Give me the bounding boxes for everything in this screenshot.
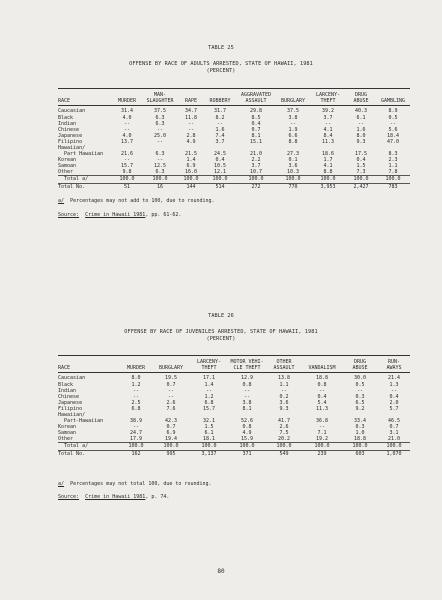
table-cell: 9.2 (355, 405, 365, 412)
table-cell: 0.7 (251, 126, 261, 133)
table-row (58, 176, 410, 183)
table-cell: 0.4 (389, 393, 399, 400)
table-cell: 21.0 (378, 436, 410, 443)
table-cell: 6.1 (356, 114, 366, 121)
column-header-top: LARCENY- (315, 92, 341, 98)
table-cell: 6.9 (166, 430, 176, 437)
table-cell: 1,070 (386, 450, 402, 457)
footnote-text: Percentages may not total 100, due to rounding. (70, 481, 212, 487)
table-26-label: TABLE 26 (208, 313, 234, 319)
row-label: Chinese (58, 393, 80, 400)
table-25-header-bottom (58, 98, 410, 106)
table-cell: 39.2 (321, 108, 335, 115)
table-cell: 770 (288, 183, 298, 190)
table-cell: 19.5 (164, 375, 178, 382)
table-cell: 1.2 (131, 381, 141, 388)
table-cell: 0.5 (355, 381, 365, 388)
table-cell: 6.8 (131, 405, 141, 412)
column-header: ASSAULT (266, 365, 302, 373)
table-cell: 27.3 (286, 151, 300, 158)
table-cell: 1.4 (186, 157, 196, 164)
table-cell: 100.0 (228, 443, 266, 450)
table-cell: 6.8 (204, 399, 214, 406)
table-cell: 0.4 (317, 393, 327, 400)
table-cell: 100.0 (236, 176, 276, 183)
table-cell: 0.4 (356, 157, 366, 164)
table-cell: -- (123, 120, 131, 127)
source-title: Crime in Hawaii 1981 (85, 212, 146, 218)
table-cell: -- (216, 120, 224, 127)
table-cell: 100.0 (190, 443, 228, 450)
table-cell: 549 (279, 450, 289, 457)
table-cell: 13.7 (120, 138, 134, 145)
table-cell: 6.5 (355, 399, 365, 406)
table-cell: 4.1 (323, 163, 333, 170)
table-cell: 13.8 (277, 375, 291, 382)
table-cell: 9.3 (356, 138, 366, 145)
table-26 (58, 355, 410, 457)
table-cell: 3.7 (251, 163, 261, 170)
table-cell: 1.7 (323, 157, 333, 164)
table-cell: 100.0 (310, 176, 346, 183)
column-header: BURGLARY (276, 98, 310, 106)
table-cell: 2,427 (353, 183, 369, 190)
table-cell: 16.0 (178, 169, 204, 176)
table-row (58, 373, 410, 382)
table-26-body (58, 373, 410, 457)
table-cell: -- (167, 387, 175, 394)
source-pages: , p. 74. (145, 494, 170, 500)
table-cell: 6.6 (288, 132, 298, 139)
table-cell: 1.3 (389, 381, 399, 388)
source-title: Crime in Hawaii 1981 (85, 494, 146, 500)
table-cell: 6.3 (155, 151, 165, 158)
table-cell: 37.5 (153, 108, 167, 115)
row-label: Hawaiian/ (58, 144, 86, 151)
table-cell: -- (289, 120, 297, 127)
table-cell: 15.1 (249, 138, 263, 145)
table-cell: -- (324, 120, 332, 127)
table-cell: 7.6 (166, 405, 176, 412)
table-cell: 31.4 (120, 108, 134, 115)
table-25-body (58, 106, 410, 190)
table-cell: 1.0 (355, 430, 365, 437)
column-header: RACE (58, 98, 112, 106)
footnote-marker: a/ (58, 198, 65, 204)
table-cell: 17.5 (354, 151, 368, 158)
row-label: Japanese (58, 399, 83, 406)
column-header: ABUSE (342, 365, 378, 373)
row-label: Part-Hawaiian (58, 418, 104, 425)
row-label: Filipino (58, 405, 83, 412)
column-header: SLAUGHTER (142, 98, 178, 106)
table-cell: 2.6 (279, 424, 289, 431)
row-label: Samoan (58, 163, 77, 170)
row-label: Filipino (58, 138, 83, 145)
table-cell: 15.7 (202, 405, 216, 412)
row-label: Indian (58, 387, 77, 394)
table-cell: 3.1 (389, 430, 399, 437)
table-cell: 8.0 (356, 132, 366, 139)
table-cell: 2.3 (388, 157, 398, 164)
table-cell: 144 (186, 183, 196, 190)
row-label: Japanese (58, 132, 83, 139)
table-cell: 37.5 (286, 108, 300, 115)
table-cell: 18.1 (190, 436, 228, 443)
table-cell: -- (357, 120, 365, 127)
table-cell: 2.5 (131, 399, 141, 406)
table-cell: 3.6 (288, 163, 298, 170)
table-cell: 3.8 (288, 114, 298, 121)
table-cell: -- (205, 387, 213, 394)
table-cell: 100.0 (346, 176, 376, 183)
table-cell: 2.2 (251, 157, 261, 164)
column-header: THEFT (310, 98, 346, 106)
table-cell: 30.0 (353, 375, 367, 382)
table-cell: 24.5 (213, 151, 227, 158)
table-cell: 24.7 (129, 430, 143, 437)
table-cell: 100.0 (142, 176, 178, 183)
table-cell: 11.8 (184, 114, 198, 121)
table-cell: 5.6 (388, 126, 398, 133)
table-cell: 6.3 (142, 169, 178, 176)
table-cell: 8.4 (323, 132, 333, 139)
table-cell: 12.5 (153, 163, 167, 170)
table-cell: 272 (251, 183, 261, 190)
table-cell: -- (187, 126, 195, 133)
column-header: AWAYS (378, 365, 410, 373)
table-cell: 100.0 (112, 176, 142, 183)
table-25-header (58, 89, 410, 106)
table-cell: 0.3 (355, 424, 365, 431)
table-cell: 10.5 (213, 163, 227, 170)
table-cell: 8.9 (388, 108, 398, 115)
column-header-top: MOTOR VEHI- (230, 359, 264, 365)
source-label: Source: (58, 494, 80, 500)
table-cell: 16 (156, 183, 164, 190)
table-cell: 0.1 (288, 157, 298, 164)
table-26-source (58, 494, 169, 500)
table-25-subtitle: (PERCENT) (206, 68, 236, 74)
table-cell: 1.9 (288, 126, 298, 133)
table-cell: 34.7 (184, 108, 198, 115)
table-cell: 100.0 (276, 176, 310, 183)
table-cell: 0.5 (388, 114, 398, 121)
row-label: Black (58, 114, 74, 121)
table-cell: 0.8 (317, 381, 327, 388)
table-cell: 1.1 (279, 381, 289, 388)
table-cell: 162 (131, 450, 141, 457)
table-cell: 8.1 (251, 132, 261, 139)
table-cell: 371 (242, 450, 252, 457)
table-cell: 3,137 (201, 450, 217, 457)
table-cell: 7.3 (346, 169, 376, 176)
table-cell: 29.8 (249, 108, 263, 115)
table-cell: 11.3 (315, 405, 329, 412)
row-label: Korean (58, 157, 77, 164)
row-label: Chinese (58, 126, 80, 133)
table-cell: 0.4 (251, 120, 261, 127)
table-cell: 51 (123, 183, 131, 190)
table-cell: 1.2 (204, 393, 214, 400)
table-cell: 239 (317, 450, 327, 457)
table-cell: 0.2 (279, 393, 289, 400)
column-header: RAPE (178, 98, 204, 106)
table-26-footnote (58, 481, 212, 487)
table-cell: 0.8 (242, 424, 252, 431)
table-cell: 20.2 (266, 436, 302, 443)
column-header-top: AGGRAVATED (240, 92, 272, 98)
table-cell: -- (389, 120, 397, 127)
table-cell: -- (156, 138, 164, 145)
table-cell: 1.6 (356, 126, 366, 133)
table-cell: 12.1 (204, 169, 236, 176)
table-cell: -- (318, 424, 326, 431)
table-cell: 3.8 (242, 399, 252, 406)
table-cell: 4.0 (122, 132, 132, 139)
table-cell: 8.8 (310, 169, 346, 176)
table-cell: 3.7 (323, 114, 333, 121)
table-cell: 6.3 (155, 114, 165, 121)
column-header: CLE THEFT (228, 365, 266, 373)
table-cell: 6.1 (204, 430, 214, 437)
row-label: Indian (58, 120, 77, 127)
table-row (58, 106, 410, 115)
table-cell: 19.2 (302, 436, 342, 443)
table-cell: 21.4 (387, 375, 401, 382)
table-cell: 17.1 (202, 375, 216, 382)
table-cell: 19.4 (152, 436, 190, 443)
table-cell: 2.8 (186, 132, 196, 139)
table-cell: 4.1 (323, 126, 333, 133)
table-cell: 5.4 (317, 399, 327, 406)
table-cell: 36.8 (315, 418, 329, 425)
table-cell: 100.0 (204, 176, 236, 183)
table-cell: 0.4 (215, 157, 225, 164)
column-header-top: LARCENY- (196, 359, 222, 365)
table-cell: 2.0 (389, 399, 399, 406)
table-cell: 0.8 (242, 381, 252, 388)
table-cell: 0.3 (355, 393, 365, 400)
table-cell: -- (318, 387, 326, 394)
table-cell: -- (123, 157, 131, 164)
table-cell: 514 (215, 183, 225, 190)
column-header-top: DRUG (353, 359, 367, 365)
table-cell: 52.6 (240, 418, 254, 425)
table-25-footnote (58, 198, 215, 204)
table-cell: 100.0 (302, 443, 342, 450)
column-header: RACE (58, 365, 120, 373)
table-row (58, 450, 410, 457)
table-cell: 603 (355, 450, 365, 457)
table-cell: 18.4 (386, 132, 400, 139)
table-cell: 18.8 (342, 436, 378, 443)
table-cell: 100.0 (342, 443, 378, 450)
table-row (58, 443, 410, 450)
table-cell: 3,953 (320, 183, 336, 190)
table-cell: 18.8 (315, 375, 329, 382)
row-label: Total a/ (58, 176, 112, 183)
table-cell: 46.5 (387, 418, 401, 425)
table-cell: 47.0 (386, 138, 400, 145)
footnote-marker: a/ (58, 481, 65, 487)
column-header-top: RUN- (387, 359, 401, 365)
row-label: Other (58, 436, 120, 443)
table-cell: 100.0 (152, 443, 190, 450)
table-cell: 2.6 (166, 399, 176, 406)
table-cell: 40.3 (354, 108, 368, 115)
table-cell: 3.6 (279, 399, 289, 406)
table-26-header (58, 356, 410, 373)
table-26-title: OFFENSE BY RACE OF JUVENILES ARRESTED, STATE OF HAWAII, 1981 (124, 329, 318, 335)
row-label: Samoan (58, 430, 77, 437)
table-26-header-bottom (58, 365, 410, 373)
column-header: THEFT (190, 365, 228, 373)
column-header: VANDALISM (302, 365, 342, 373)
column-header: GAMBLING (376, 98, 410, 106)
table-cell: 8.2 (215, 114, 225, 121)
column-header: ASSAULT (236, 98, 276, 106)
page-number: 80 (217, 568, 225, 575)
table-cell: 32.1 (202, 418, 216, 425)
table-cell: 7.1 (317, 430, 327, 437)
table-cell: 21.0 (249, 151, 263, 158)
table-cell: 100.0 (178, 176, 204, 183)
table-25-label: TABLE 25 (208, 45, 234, 51)
column-header: MURDER (112, 98, 142, 106)
table-cell: 1.5 (356, 163, 366, 170)
table-cell: 15.9 (228, 436, 266, 443)
column-header: MURDER (120, 365, 152, 373)
table-cell: 12.9 (240, 375, 254, 382)
table-cell: -- (132, 393, 140, 400)
table-row (58, 436, 410, 443)
table-cell: 100.0 (266, 443, 302, 450)
table-cell: -- (132, 424, 140, 431)
table-cell: 1.1 (388, 163, 398, 170)
table-cell: -- (243, 393, 251, 400)
table-cell: 10.7 (236, 169, 276, 176)
table-26-subtitle: (PERCENT) (206, 336, 236, 342)
table-cell: 4.0 (122, 114, 132, 121)
row-label: Caucasian (58, 108, 86, 115)
column-header-top: OTHER (276, 359, 292, 365)
table-cell: 0.7 (166, 381, 176, 388)
column-header: ROBBERY (204, 98, 236, 106)
table-cell: 15.7 (120, 163, 134, 170)
table-cell: 33.4 (353, 418, 367, 425)
column-header: BURGLARY (152, 365, 190, 373)
table-cell: 8.5 (251, 114, 261, 121)
row-label: Total No. (58, 450, 86, 457)
table-cell: -- (187, 120, 195, 127)
table-cell: 995 (166, 450, 176, 457)
table-cell: -- (167, 393, 175, 400)
table-cell: 9.8 (112, 169, 142, 176)
row-label: Total No. (58, 183, 86, 190)
row-label: Caucasian (58, 375, 86, 382)
table-cell: -- (243, 387, 251, 394)
table-cell: 6.3 (155, 120, 165, 127)
table-cell: 0.7 (389, 424, 399, 431)
table-row (58, 183, 410, 190)
table-cell: -- (390, 387, 398, 394)
table-cell: 0.7 (166, 424, 176, 431)
table-cell: 3.7 (215, 138, 225, 145)
row-label: Total a/ (58, 443, 120, 450)
column-header-top: DRUG (354, 92, 368, 98)
table-25 (58, 88, 410, 190)
table-cell: -- (123, 126, 131, 133)
table-cell: 8.1 (242, 405, 252, 412)
table-cell: 100.0 (120, 443, 152, 450)
table-cell: 9.3 (279, 405, 289, 412)
row-label: Korean (58, 424, 77, 431)
table-cell: 4.9 (186, 138, 196, 145)
table-cell: 25.0 (153, 132, 167, 139)
table-cell: -- (356, 387, 364, 394)
table-cell: 21.5 (184, 151, 198, 158)
table-cell: 42.3 (164, 418, 178, 425)
table-25-title: OFFENSE BY RACE OF ADULTS ARRESTED, STATE OF HAWAII, 1981 (129, 61, 313, 67)
table-cell: 4.9 (242, 430, 252, 437)
table-cell: 6.9 (186, 163, 196, 170)
table-cell: 38.9 (129, 418, 143, 425)
column-header-top: MAN- (153, 92, 167, 98)
table-cell: 21.6 (120, 151, 134, 158)
table-cell: 17.9 (120, 436, 152, 443)
table-cell: 10.3 (276, 169, 310, 176)
table-cell: 783 (388, 183, 398, 190)
row-label: Part Hawaiian (58, 151, 104, 158)
table-cell: 18.6 (321, 151, 335, 158)
column-header: ABUSE (346, 98, 376, 106)
table-cell: -- (156, 126, 164, 133)
source-pages: , pp. 61-62. (145, 212, 182, 218)
row-label: Hawaiian/ (58, 411, 86, 418)
table-25-source (58, 212, 181, 218)
table-cell: 8.3 (388, 151, 398, 158)
table-cell: 31.7 (213, 108, 227, 115)
row-label: Other (58, 169, 112, 176)
table-cell: -- (156, 157, 164, 164)
table-cell: 8.0 (131, 375, 141, 382)
table-cell: 7.4 (215, 132, 225, 139)
table-cell: 7.5 (279, 430, 289, 437)
table-cell: -- (280, 387, 288, 394)
table-cell: 100.0 (378, 443, 410, 450)
source-label: Source: (58, 212, 80, 218)
table-cell: 1.6 (215, 126, 225, 133)
row-label: Black (58, 381, 74, 388)
table-row (58, 169, 410, 176)
table-cell: 41.7 (277, 418, 291, 425)
footnote-text: Percentages may not add to 100, due to rounding. (70, 198, 215, 204)
table-cell: 1.4 (204, 381, 214, 388)
table-cell: 11.3 (321, 138, 335, 145)
table-cell: 100.0 (376, 176, 410, 183)
table-cell: 5.7 (389, 405, 399, 412)
table-cell: 1.5 (204, 424, 214, 431)
table-cell: -- (132, 387, 140, 394)
table-cell: 7.8 (376, 169, 410, 176)
table-cell: 8.8 (288, 138, 298, 145)
